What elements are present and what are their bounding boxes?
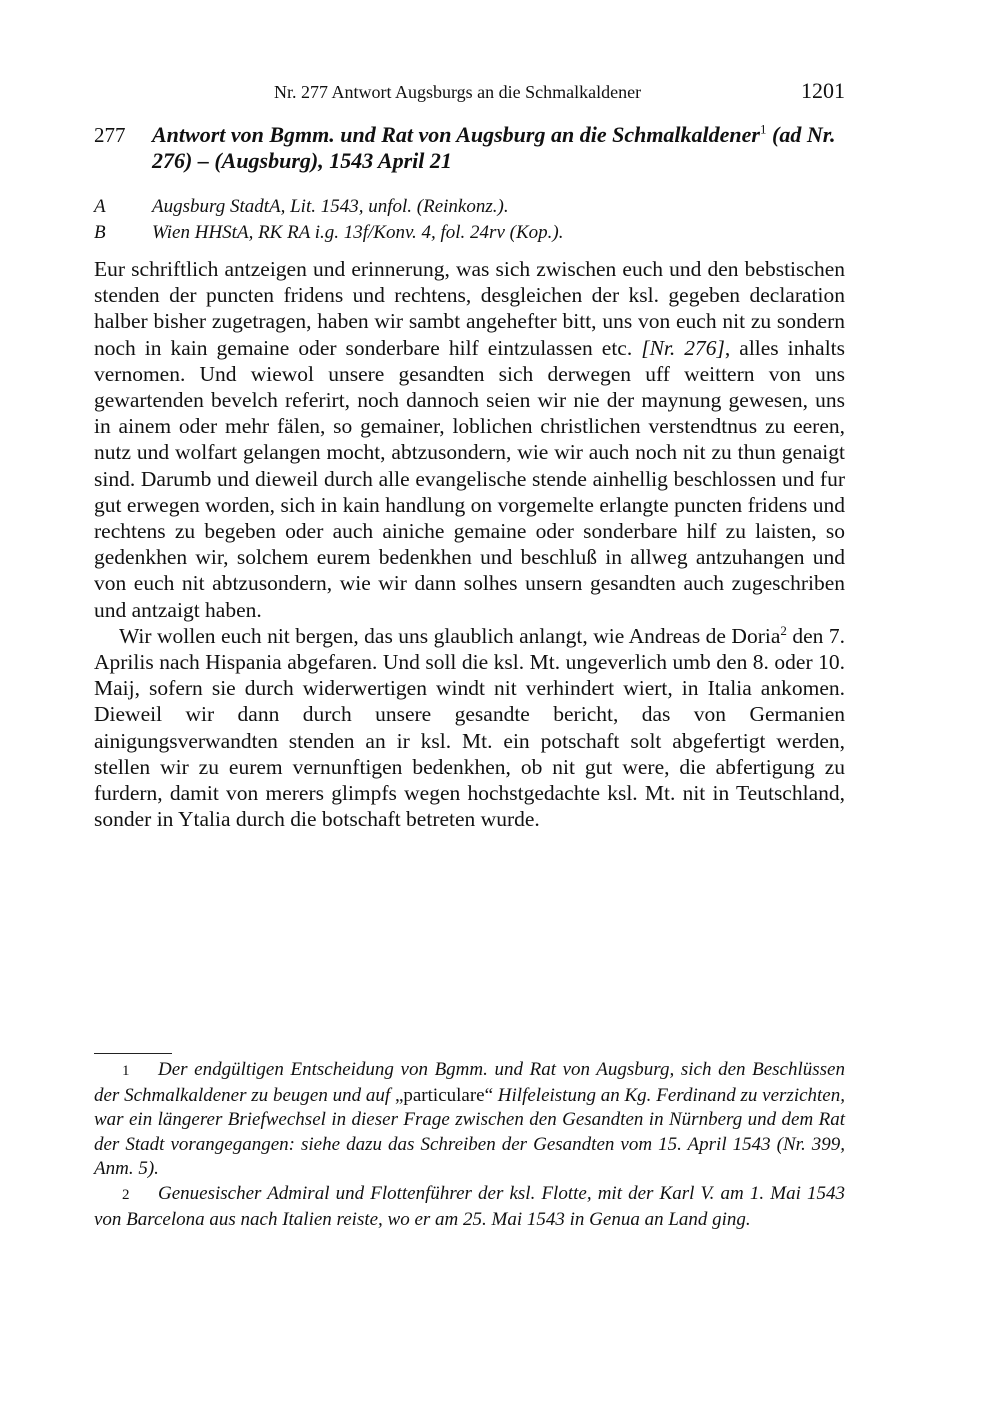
footnote-divider <box>94 1053 172 1054</box>
footnote-quoted-term: „particulare“ <box>394 1084 494 1106</box>
body-text-segment: Eur schriftlich antzeigen und erinnerung, was sich zwischen euch und den bebstischen stenden der puncten fridens und rechtens, desgleichen der ksl. gegeben declaration halber bisher zugetragen, haben wir sambt angehefter bitt, uns von euch nit zu sondern noch in kain gemaine oder sonderbare hilf eintzulassen etc. <box>94 257 845 360</box>
running-head-title: Nr. 277 Antwort Augsburgs an die Schmalkaldener <box>274 82 642 102</box>
body-paragraph-1 <box>94 256 845 623</box>
source-list <box>94 194 845 246</box>
source-siglum: B <box>94 222 106 243</box>
footnote-ref-2[interactable]: 2 <box>780 622 787 638</box>
source-entry <box>94 194 845 220</box>
footnote-ref-1[interactable]: 1 <box>760 121 767 137</box>
footnote-1 <box>94 1058 845 1182</box>
footnote-text: Genuesischer Admiral und Flottenführer der ksl. Flotte, mit der Karl V. am 1. Mai 1543 von Barcelona aus nach Italien reiste, wo er am 25. Mai 1543 in Genua an Land ging. <box>94 1182 845 1230</box>
document-title-date: (ad Nr. 276) – (Augsburg), 1543 April 21 <box>152 122 836 173</box>
body-text-segment: , alles inhalts vernomen. Und wiewol unsere gesandten sich derwegen uff weittern von uns gewartenden bevelch referirt, noch dannoch seien wir nie der maynung gewesen, uns in ainem oder mehr fälen, so gemainer, loblichen christlichen verstendtnus zu eeren, nutz und wolfart gelangen mocht, abtzusondern, wie wir auch noch nit zu thun genaigt sind. Darumb und dieweil durch alle evangelische stende ainhellig beschlossen und fur gut erwegen worden, sich in kain handlung on vorgemelte erlangte puncten fridens und rechtens zu begeben oder auch ainiche gemaine oder sonderbare hilf zu laisten, so gedenkhen wir, solchem eurem bedenkhen und beschluß in allweg antzuhangen und von euch nit abtzusondern, wie wir dann solhes unsern gesandten auch zugeschriben und antzaigt haben. <box>94 335 846 622</box>
footnote-number: 1 <box>122 1063 130 1079</box>
footnote-2 <box>94 1182 845 1232</box>
body-text-segment: Wir wollen euch nit bergen, das uns glaublich anlangt, wie Andreas de Doria <box>119 623 781 648</box>
footnote-text: Der endgültigen Entscheidung von Bgmm. und Rat von Augsburg, sich den Beschlüssen der Schmalkaldener zu beugen und auf <box>94 1059 845 1106</box>
page-number: 1201 <box>801 78 845 103</box>
document-body <box>94 256 845 832</box>
source-description: Augsburg StadtA, Lit. 1543, unfol. (Reinkonz.). <box>152 196 509 217</box>
cross-reference[interactable]: [Nr. 276] <box>641 335 725 360</box>
source-description: Wien HHStA, RK RA i.g. 13f/Konv. 4, fol. 24rv (Kop.). <box>152 222 564 243</box>
running-head <box>94 80 845 106</box>
footnote-text: Hilfeleistung an Kg. Ferdinand zu verzichten, war ein längerer Briefwechsel in dieser Frage zwischen den Gesandten in Nürnberg und dem Rat der Stadt vorangegangen: siehe dazu das Schreiben der Gesandten vom 15. April 1543 (Nr. 399, Anm. 5). <box>94 1084 845 1180</box>
body-paragraph-2 <box>94 623 845 833</box>
footnote-number: 2 <box>122 1186 130 1203</box>
body-text-segment: den 7. Aprilis nach Hispania abgefaren. Und soll die ksl. Mt. ungeverlich umb den 8. oder 10. Maij, sofern sie durch widerwertigen windt nit verhindert wiert, in Italia ankomen. Dieweil wir dann durch unsere gesandte bericht, das von Germanien ainigungsverwandten stenden an ir ksl. Mt. ein potschaft solt abgefertigt werden, stellen wir zu eurem vernunftigen bedenkhen, ob nit gut were, die abfertigung zu furdern, damit von merers glimpfs wegen hochstgedachte ksl. Mt. nit in Teutschland, sonder in Ytalia durch die botschaft betreten wurde. <box>94 623 845 832</box>
footnotes <box>94 1058 845 1232</box>
source-siglum: A <box>94 196 106 217</box>
document-title <box>152 122 845 174</box>
document-title-main: Antwort von Bgmm. und Rat von Augsburg an die Schmalkaldener <box>152 122 760 147</box>
source-entry <box>94 220 845 246</box>
document-number: 277 <box>94 123 126 147</box>
